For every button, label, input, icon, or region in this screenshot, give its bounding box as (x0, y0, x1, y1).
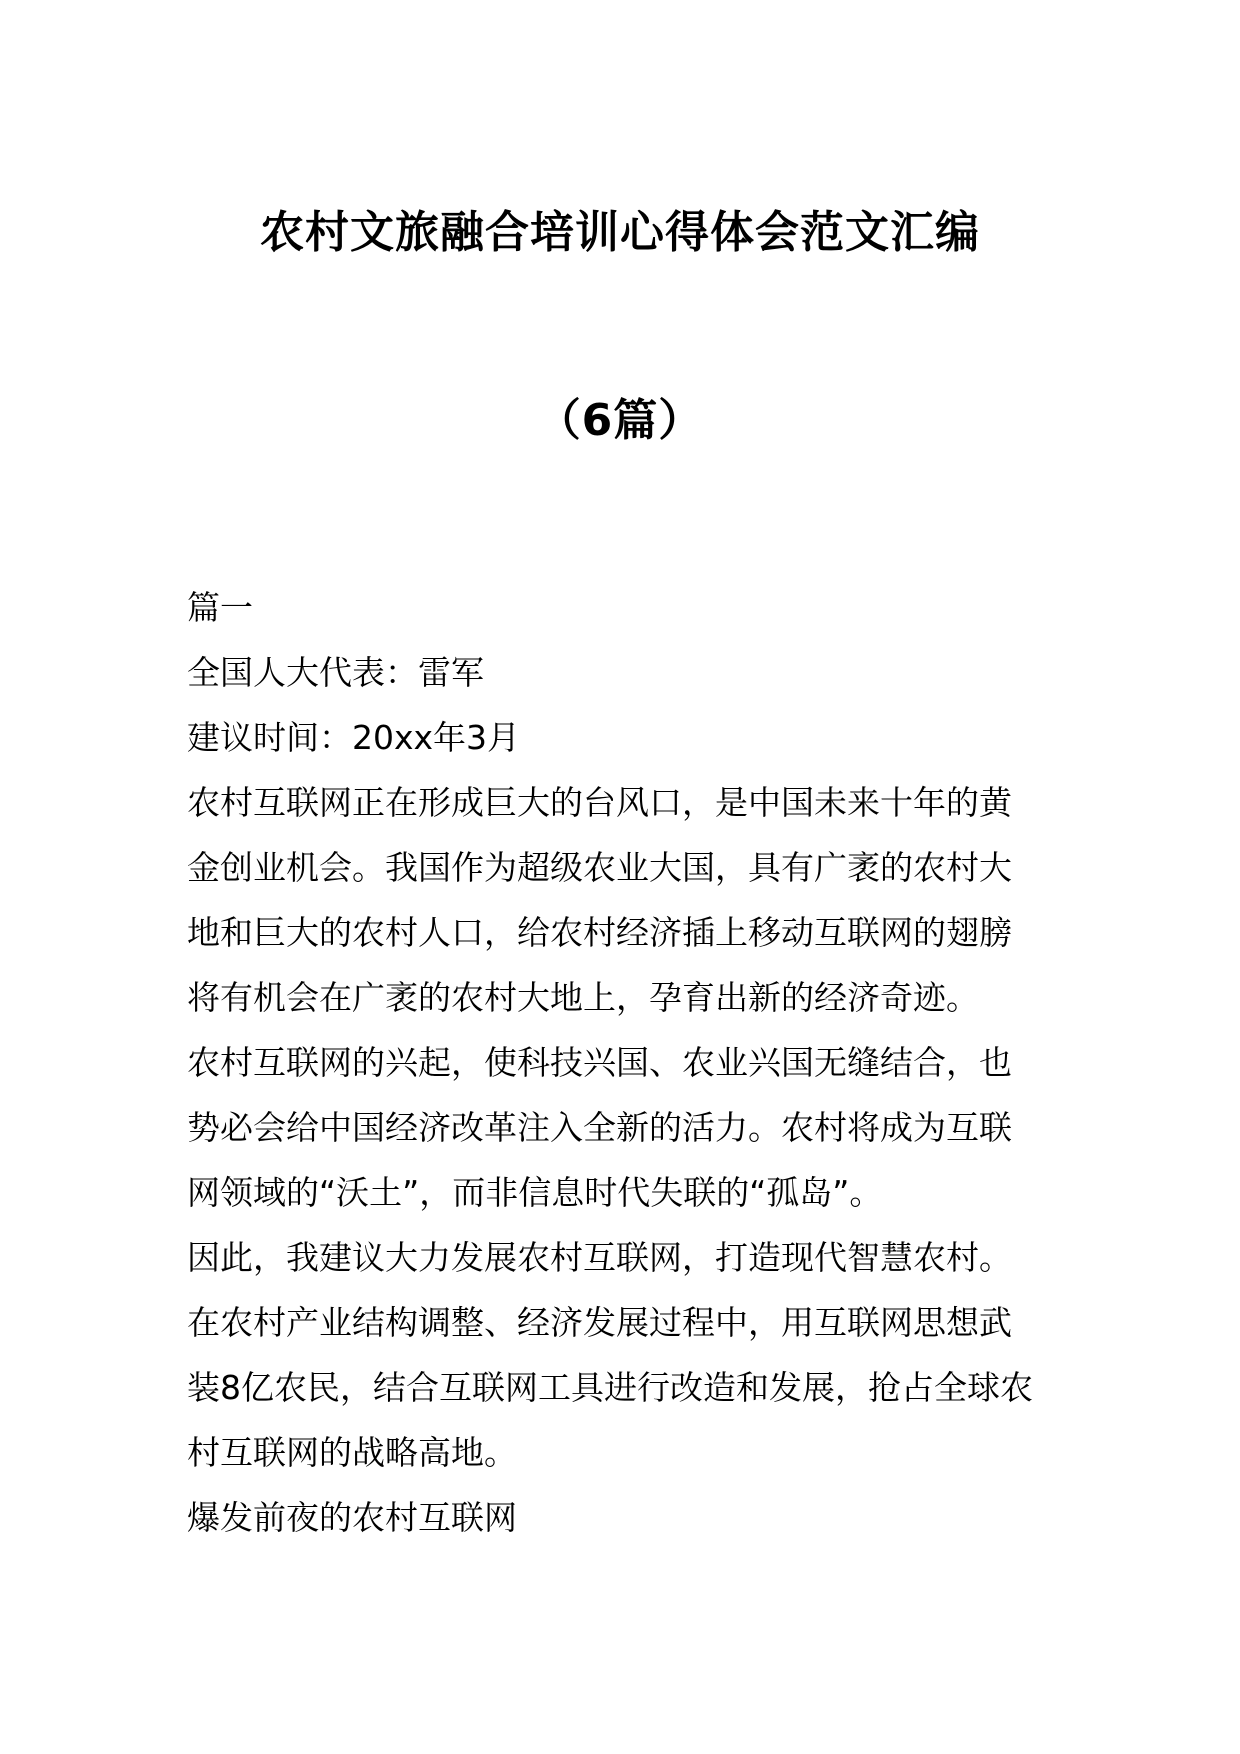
paragraph (187, 1030, 1057, 1225)
paragraph-line: 地和巨大的农村人口，给农村经济插上移动互联网的翅膀 (187, 913, 1012, 952)
representative-line: 全国人大代表：雷军 (187, 653, 484, 692)
document-title: 农村文旅融合培训心得体会范文汇编 (260, 207, 980, 258)
paragraph-line: 农村互联网的兴起，使科技兴国、农业兴国无缝结合，也 (187, 1043, 1012, 1082)
paragraph-line: 装8亿农民，结合互联网工具进行改造和发展，抢占全球农 (187, 1368, 1033, 1407)
document-body (187, 575, 1057, 1550)
date-line: 建议时间：20xx年3月 (187, 718, 521, 757)
paragraph (187, 1225, 1057, 1485)
paragraph (187, 770, 1057, 1030)
subheading: 爆发前夜的农村互联网 (187, 1498, 517, 1537)
paragraph-line: 金创业机会。我国作为超级农业大国，具有广袤的农村大 (187, 848, 1012, 887)
paragraph-line: 势必会给中国经济改革注入全新的活力。农村将成为互联 (187, 1108, 1012, 1147)
paragraph-line: 因此，我建议大力发展农村互联网，打造现代智慧农村。 (187, 1238, 1012, 1277)
document-subtitle: （6篇） (536, 395, 704, 446)
paragraph-line: 村互联网的战略高地。 (187, 1433, 517, 1472)
paragraph-line: 将有机会在广袤的农村大地上，孕育出新的经济奇迹。 (187, 978, 979, 1017)
paragraph-line: 农村互联网正在形成巨大的台风口，是中国未来十年的黄 (187, 783, 1012, 822)
section-heading: 篇一 (187, 588, 253, 627)
paragraph-line: 在农村产业结构调整、经济发展过程中，用互联网思想武 (187, 1303, 1012, 1342)
paragraph-line: 网领域的“沃土”，而非信息时代失联的“孤岛”。 (187, 1173, 883, 1212)
